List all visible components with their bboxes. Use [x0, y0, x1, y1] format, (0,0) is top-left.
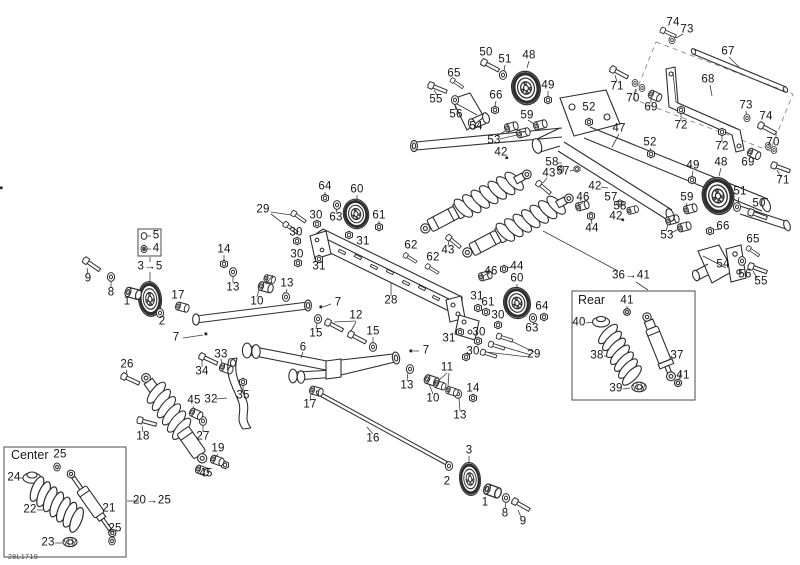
part-callout-30: 30 — [472, 326, 486, 339]
part-callout-70: 70 — [766, 136, 780, 149]
part-callout-30: 30 — [491, 309, 505, 322]
part-callout-35: 35 — [236, 389, 250, 402]
part-callout-46: 46 — [576, 191, 590, 204]
part-callout-62: 62 — [404, 239, 418, 252]
part-callout-42: 42 — [588, 180, 602, 193]
part-callout-70: 70 — [626, 92, 640, 105]
part-callout-47: 47 — [612, 122, 626, 135]
part-callout-74: 74 — [666, 16, 680, 29]
part-callout-42: 42 — [609, 210, 623, 223]
part-callout-27: 27 — [196, 430, 210, 443]
part-callout-38: 38 — [590, 349, 604, 362]
part-callout-32: 32 — [204, 393, 218, 406]
part-callout-2: 2 — [443, 475, 451, 488]
idler-wheel-48-right — [699, 175, 737, 218]
part-callout-1: 1 — [123, 295, 131, 308]
part-callout-8: 8 — [501, 507, 509, 520]
part-callout-8: 8 — [107, 286, 115, 299]
center-box-parts — [22, 463, 122, 547]
part-callout-30: 30 — [309, 209, 323, 222]
part-callout-41: 41 — [676, 369, 690, 382]
part-callout-53: 53 — [660, 229, 674, 242]
axle-rod-16 — [316, 390, 450, 466]
part-callout-31: 31 — [312, 260, 326, 273]
part-callout-56: 56 — [449, 108, 463, 121]
part-callout-33: 33 — [214, 348, 228, 361]
part-callout-50: 50 — [479, 46, 493, 59]
part-callout-30: 30 — [466, 345, 480, 358]
part-callout-3: 3 — [465, 444, 473, 457]
part-callout-15: 15 — [309, 327, 323, 340]
part-callout-19: 19 — [211, 442, 225, 455]
part-callout-46: 46 — [484, 265, 498, 278]
part-callout-52: 52 — [643, 136, 657, 149]
part-callout-58: 58 — [613, 200, 627, 213]
part-callout-17: 17 — [171, 289, 185, 302]
idler-wheel-3-rear — [458, 461, 482, 496]
part-callout-1: 1 — [481, 496, 489, 509]
part-callout-2: 2 — [158, 315, 166, 328]
part-callout-14: 14 — [217, 243, 231, 256]
part-callout-66: 66 — [716, 220, 730, 233]
part-callout-36-to-41: 36→41 — [611, 269, 651, 282]
part-callout-54: 54 — [716, 258, 730, 271]
part-callout-34: 34 — [195, 365, 209, 378]
part-callout-68: 68 — [701, 73, 715, 86]
part-callout-49: 49 — [541, 79, 555, 92]
part-callout-64: 64 — [318, 180, 332, 193]
part-callout-65: 65 — [447, 67, 461, 80]
part-callout-3-to-5: 3→5 — [137, 260, 163, 273]
part-callout-31: 31 — [470, 290, 484, 303]
part-callout-73: 73 — [739, 99, 753, 112]
part-callout-25: 25 — [108, 522, 122, 535]
part-callout-69: 69 — [741, 156, 755, 169]
part-callout-60: 60 — [510, 272, 524, 285]
part-callout-7: 7 — [334, 296, 342, 309]
leader-lines — [0, 34, 781, 543]
part-callout-7: 7 — [172, 331, 180, 344]
part-callout-56: 56 — [738, 268, 752, 281]
part-callout-13: 13 — [453, 409, 467, 422]
part-callout-14: 14 — [466, 382, 480, 395]
part-callout-41: 41 — [620, 294, 634, 307]
part-callout-43: 43 — [441, 244, 455, 257]
front-arm-tube — [193, 300, 312, 325]
part-callout-5: 5 — [152, 229, 160, 242]
part-callout-25: 25 — [53, 448, 67, 461]
part-callout-58: 58 — [545, 156, 559, 169]
bushing-41-lower — [674, 379, 681, 386]
bushing-41-upper — [624, 309, 631, 316]
part-callout-57: 57 — [604, 191, 618, 204]
part-callout-59: 59 — [680, 191, 694, 204]
part-callout-20-to-25: 20→25 — [132, 494, 172, 507]
part-callout-4: 4 — [152, 242, 160, 255]
seal-kit-parts — [141, 233, 147, 253]
part-callout-59: 59 — [520, 109, 534, 122]
rod-67 — [691, 45, 789, 93]
part-callout-13: 13 — [226, 281, 240, 294]
part-callout-48: 48 — [522, 49, 536, 62]
part-callout-11: 11 — [440, 361, 454, 374]
part-callout-62: 62 — [426, 251, 440, 264]
bushing-25-upper — [54, 463, 60, 471]
part-callout-49: 49 — [686, 159, 700, 172]
part-callout-44: 44 — [585, 222, 599, 235]
part-callout-54: 54 — [469, 120, 483, 133]
part-callout-31: 31 — [442, 332, 456, 345]
part-callout-69: 69 — [644, 101, 658, 114]
rear-box-title: Rear — [578, 293, 606, 307]
part-callout-24: 24 — [7, 471, 21, 484]
part-callout-71: 71 — [776, 174, 790, 187]
part-callout-51: 51 — [733, 185, 747, 198]
part-callout-16: 16 — [366, 432, 380, 445]
part-callout-23: 23 — [41, 536, 55, 549]
center-box-title: Center — [11, 448, 49, 462]
diagram-code: 28L1719 — [8, 554, 39, 561]
part-callout-52: 52 — [582, 101, 596, 114]
idler-wheel-48-upper — [509, 69, 544, 108]
part-callout-72: 72 — [715, 140, 729, 153]
idler-wheel-60-right — [501, 285, 534, 321]
part-callout-61: 61 — [481, 296, 495, 309]
bracket-54-right — [691, 245, 746, 283]
part-callout-42: 42 — [494, 146, 508, 159]
adjuster-ring-23 — [63, 537, 77, 546]
part-callout-13: 13 — [280, 277, 294, 290]
part-callout-22: 22 — [23, 503, 37, 516]
part-callout-64: 64 — [535, 300, 549, 313]
tunnel-rail-28 — [310, 229, 479, 340]
spring-cap-40 — [593, 316, 610, 327]
part-callout-66: 66 — [489, 89, 503, 102]
part-callout-45: 45 — [199, 467, 213, 480]
part-callout-50: 50 — [752, 197, 766, 210]
part-callout-53: 53 — [487, 134, 501, 147]
part-callout-9: 9 — [84, 272, 92, 285]
part-callout-26: 26 — [120, 358, 134, 371]
part-callout-67: 67 — [721, 45, 735, 58]
part-callout-44: 44 — [510, 260, 524, 273]
part-callout-6: 6 — [299, 341, 307, 354]
bushing-25-lower — [109, 537, 115, 545]
part-callout-40: 40 — [572, 316, 586, 329]
part-callout-63: 63 — [329, 211, 343, 224]
part-callout-55: 55 — [754, 275, 768, 288]
part-callout-73: 73 — [680, 23, 694, 36]
part-callout-29: 29 — [527, 348, 541, 361]
part-callout-15: 15 — [366, 325, 380, 338]
part-callout-63: 63 — [525, 322, 539, 335]
part-callout-13: 13 — [400, 379, 414, 392]
part-callout-30: 30 — [289, 226, 303, 239]
part-callout-9: 9 — [519, 515, 527, 528]
part-callout-72: 72 — [674, 119, 688, 132]
part-callout-65: 65 — [746, 233, 760, 246]
part-callout-60: 60 — [350, 183, 364, 196]
shock-37 — [639, 310, 680, 383]
part-callout-51: 51 — [498, 53, 512, 66]
part-callout-10: 10 — [426, 392, 440, 405]
adjuster-ring-39 — [632, 382, 646, 392]
front-coil-shocks — [415, 161, 578, 266]
part-callout-7: 7 — [422, 344, 430, 357]
part-callout-31: 31 — [356, 235, 370, 248]
part-callout-57: 57 — [556, 165, 570, 178]
part-callout-18: 18 — [136, 430, 150, 443]
part-callout-29: 29 — [256, 203, 270, 216]
part-callout-48: 48 — [714, 156, 728, 169]
part-callout-55: 55 — [429, 93, 443, 106]
part-callout-45: 45 — [187, 394, 201, 407]
part-callout-71: 71 — [610, 80, 624, 93]
coil-spring-38 — [592, 320, 647, 389]
part-callout-12: 12 — [349, 309, 363, 322]
part-callout-61: 61 — [372, 209, 386, 222]
part-callout-74: 74 — [759, 110, 773, 123]
part-callout-10: 10 — [250, 295, 264, 308]
part-callout-39: 39 — [609, 382, 623, 395]
idler-wheels — [137, 69, 737, 497]
part-callout-17: 17 — [303, 398, 317, 411]
part-callout-21: 21 — [102, 502, 116, 515]
part-callout-43: 43 — [542, 167, 556, 180]
idler-wheel-60-left — [341, 197, 372, 231]
part-callout-30: 30 — [290, 248, 304, 261]
part-callout-37: 37 — [670, 349, 684, 362]
a-arm-6 — [242, 343, 400, 383]
part-callout-28: 28 — [384, 294, 398, 307]
